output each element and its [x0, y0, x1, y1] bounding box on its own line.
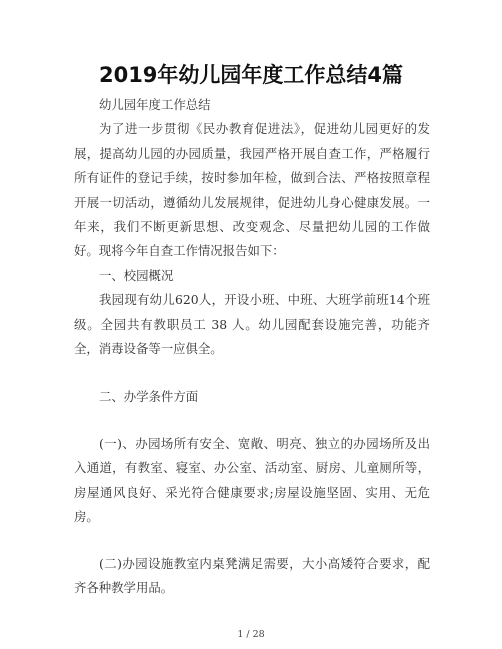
- overview-paragraph: 我园现有幼儿620人，开设小班、中班、大班学前班14个班级。全园共有教职员工 38 人。幼儿园配套设施完善，功能齐全，消毒设备等一应俱全。: [74, 292, 430, 357]
- page-number: 1 / 28: [237, 629, 265, 640]
- spacer: [74, 361, 430, 385]
- conditions-item-2: (二)办园设施教室内桌凳满足需要，大小高矮符合要求，配齐各种教学用品。: [74, 555, 430, 595]
- spacer: [74, 530, 430, 552]
- section-heading-overview: 一、校园概况: [99, 267, 174, 283]
- intro-paragraph: 为了进一步贯彻《民办教育促进法》，促进幼儿园更好的发展，提高幼儿园的办园质量，我园严格开展自查工作，严格履行所有证件的登记手续，按时参加年检，做到合法、严格按照章程开展一切活动，遵循幼儿发展规律，促进幼儿身心健康发展。一年来，我们不断更新思想、改变观念、尽量把幼儿园的工作做好。现将今年自查工作情况报告如下：: [74, 121, 430, 259]
- subtitle: 幼儿园年度工作总结: [99, 97, 211, 112]
- spacer: [74, 410, 430, 432]
- section-heading-conditions: 二、办学条件方面: [99, 389, 199, 405]
- document-body: [74, 93, 430, 600]
- conditions-item-1: (一)、办园场所有安全、宽敞、明亮、独立的办园场所及出入通道，有教室、寝室、办公室、活动室、厨房、儿童厕所等，房屋通风良好、采光符合健康要求;房屋设施坚固、实用、无危房。: [74, 435, 430, 525]
- document-title: 2019年幼儿园年度工作总结4篇: [98, 63, 404, 87]
